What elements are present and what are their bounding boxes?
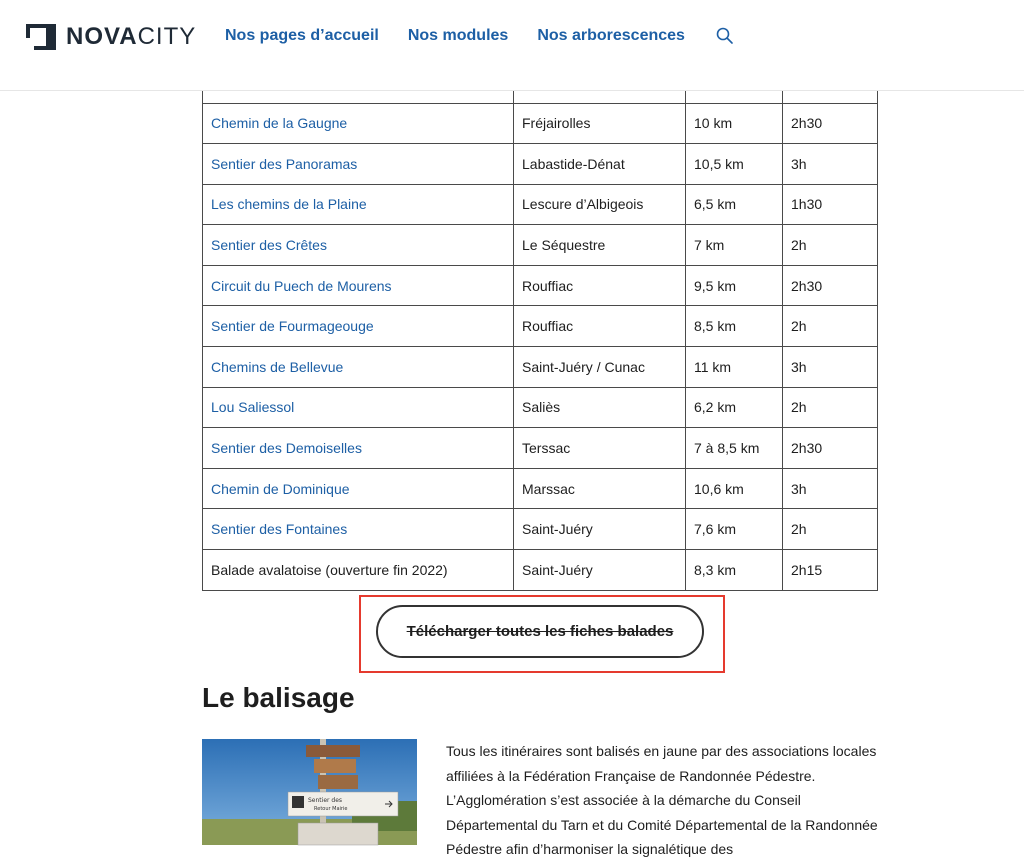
nav-item-arborescences[interactable]: Nos arborescences bbox=[537, 27, 685, 44]
balade-duree: 2h bbox=[783, 306, 878, 347]
balade-duree: 2h30 bbox=[783, 265, 878, 306]
balade-distance: 10,5 km bbox=[686, 144, 783, 185]
sign-text-2: Retour Mairie bbox=[314, 806, 348, 812]
balade-name[interactable]: Chemin de la Gaugne bbox=[203, 103, 514, 144]
balade-distance: 6,2 km bbox=[686, 387, 783, 428]
balade-name[interactable]: Chemins de Bellevue bbox=[203, 347, 514, 388]
balade-name[interactable]: Chemin de Dominique bbox=[203, 468, 514, 509]
balade-distance: 10,6 km bbox=[686, 468, 783, 509]
balade-distance: 7 km bbox=[686, 225, 783, 266]
balade-duree: 2h30 bbox=[783, 103, 878, 144]
balade-commune: Marssac bbox=[514, 468, 686, 509]
balade-distance: 6,5 km bbox=[686, 184, 783, 225]
balade-name[interactable]: Sentier des Crêtes bbox=[203, 225, 514, 266]
balade-commune: Saint-Juéry / Cunac bbox=[514, 347, 686, 388]
balade-duree: 2h15 bbox=[783, 550, 878, 591]
table-row bbox=[203, 144, 878, 185]
section-title: Le balisage bbox=[202, 682, 355, 713]
balade-distance: 7,6 km bbox=[686, 509, 783, 550]
balade-distance: 11 km bbox=[686, 347, 783, 388]
balade-commune: Saint-Juéry bbox=[514, 550, 686, 591]
table-row-partial bbox=[203, 91, 878, 103]
balade-duree: 2h30 bbox=[783, 428, 878, 469]
balade-commune: Saliès bbox=[514, 387, 686, 428]
balade-commune: Labastide-Dénat bbox=[514, 144, 686, 185]
nav-item-pages-accueil[interactable]: Nos pages d’accueil bbox=[225, 27, 379, 44]
balade-duree: 2h bbox=[783, 509, 878, 550]
balade-duree: 3h bbox=[783, 468, 878, 509]
balade-distance: 7 à 8,5 km bbox=[686, 428, 783, 469]
balade-distance: 8,3 km bbox=[686, 550, 783, 591]
balade-name[interactable]: Circuit du Puech de Mourens bbox=[203, 265, 514, 306]
site-header bbox=[0, 0, 1024, 91]
balade-name[interactable]: Sentier de Fourmageouge bbox=[203, 306, 514, 347]
balade-commune: Fréjairolles bbox=[514, 103, 686, 144]
table-row bbox=[203, 103, 878, 144]
balade-commune: Rouffiac bbox=[514, 265, 686, 306]
search-icon[interactable] bbox=[715, 26, 735, 46]
balade-distance: 8,5 km bbox=[686, 306, 783, 347]
table-row bbox=[203, 387, 878, 428]
balade-commune: Rouffiac bbox=[514, 306, 686, 347]
balade-distance: 9,5 km bbox=[686, 265, 783, 306]
table-row bbox=[203, 265, 878, 306]
logo-mark-icon bbox=[26, 24, 56, 50]
balades-table bbox=[202, 91, 877, 591]
novacity-logo[interactable] bbox=[26, 24, 196, 50]
balade-name[interactable]: Sentier des Demoiselles bbox=[203, 428, 514, 469]
balisage-text: Tous les itinéraires sont balisés en jaune par des associations locales affiliées à la Fédération Française de Randonnée Pédestre. L’Agglomération s’est associée à la démarche du Conseil Départemental du Tarn et du Comité Départemental de la Randonnée Pédestre afin d’harmoniser la signalétique des bbox=[446, 743, 878, 857]
balade-commune: Lescure d’Albigeois bbox=[514, 184, 686, 225]
balade-name[interactable]: Sentier des Panoramas bbox=[203, 144, 514, 185]
table-row bbox=[203, 306, 878, 347]
nav-item-modules[interactable]: Nos modules bbox=[407, 27, 509, 44]
table-row bbox=[203, 468, 878, 509]
balade-name[interactable]: Les chemins de la Plaine bbox=[203, 184, 514, 225]
balade-duree: 3h bbox=[783, 347, 878, 388]
balade-duree: 2h bbox=[783, 225, 878, 266]
balade-distance: 10 km bbox=[686, 103, 783, 144]
balade-commune: Terssac bbox=[514, 428, 686, 469]
balade-name[interactable]: Sentier des Fontaines bbox=[203, 509, 514, 550]
balade-name: Balade avalatoise (ouverture fin 2022) bbox=[203, 550, 514, 591]
balade-commune: Le Séquestre bbox=[514, 225, 686, 266]
balisage-photo bbox=[202, 739, 417, 845]
balade-duree: 2h bbox=[783, 387, 878, 428]
table-row bbox=[203, 225, 878, 266]
table-row bbox=[203, 428, 878, 469]
logo-text: NOVACITY bbox=[66, 23, 197, 50]
download-all-button[interactable]: Télécharger toutes les fiches balades bbox=[376, 605, 704, 658]
table-row bbox=[203, 184, 878, 225]
main-nav bbox=[225, 25, 735, 47]
table-row bbox=[203, 550, 878, 591]
balade-commune: Saint-Juéry bbox=[514, 509, 686, 550]
balade-name[interactable]: Lou Saliessol bbox=[203, 387, 514, 428]
table-row bbox=[203, 509, 878, 550]
sign-text-1: Sentier des bbox=[308, 797, 343, 804]
balade-duree: 1h30 bbox=[783, 184, 878, 225]
table-row bbox=[203, 347, 878, 388]
balade-duree: 3h bbox=[783, 144, 878, 185]
